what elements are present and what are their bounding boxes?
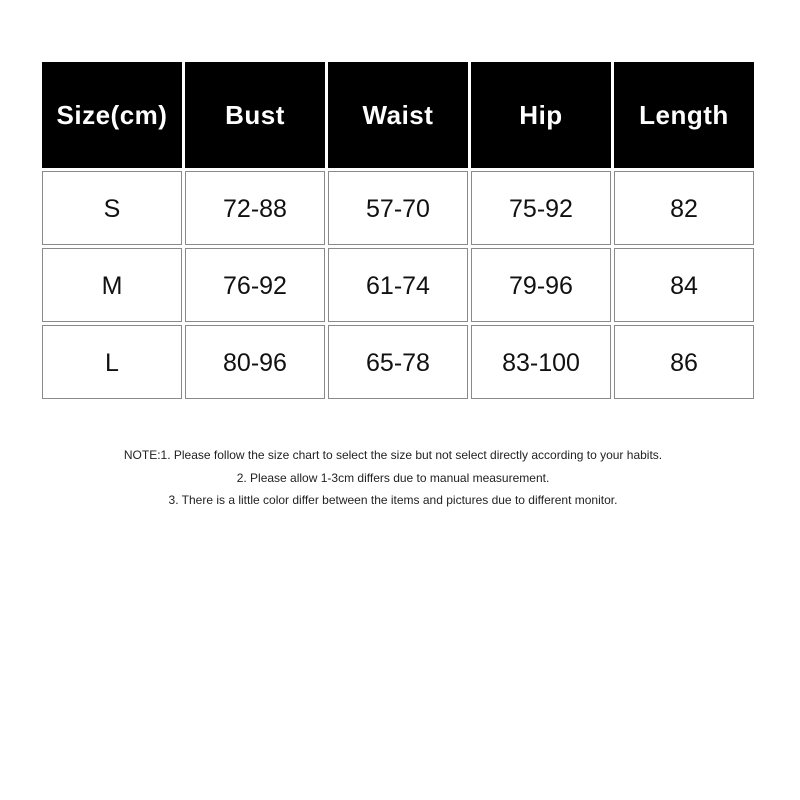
note-line: 2. Please allow 1-3cm differs due to manual measurement.: [236, 470, 550, 485]
waist-cell: 57-70: [328, 171, 468, 245]
waist-cell: 61-74: [328, 248, 468, 322]
bust-cell: 76-92: [185, 248, 325, 322]
header-size: Size(cm): [42, 62, 182, 168]
note-line: 3. There is a little color differ between the items and pictures due to different monitor.: [168, 493, 618, 507]
table-row: [42, 171, 758, 245]
note-line: NOTE:1. Please follow the size chart to select the size but not select directly according to your habits.: [123, 448, 663, 462]
size-cell: M: [42, 248, 182, 322]
hip-cell: 83-100: [471, 325, 611, 399]
header-hip: Hip: [471, 62, 611, 168]
size-chart-table: [42, 62, 758, 399]
length-cell: 82: [614, 171, 754, 245]
table-row: [42, 325, 758, 399]
table-header-row: [42, 62, 758, 168]
size-cell: S: [42, 171, 182, 245]
header-bust: Bust: [185, 62, 325, 168]
size-cell: L: [42, 325, 182, 399]
bust-cell: 80-96: [185, 325, 325, 399]
hip-cell: 75-92: [471, 171, 611, 245]
table-row: [42, 248, 758, 322]
waist-cell: 65-78: [328, 325, 468, 399]
header-waist: Waist: [328, 62, 468, 168]
hip-cell: 79-96: [471, 248, 611, 322]
length-cell: 84: [614, 248, 754, 322]
length-cell: 86: [614, 325, 754, 399]
size-notes: [0, 444, 786, 512]
header-length: Length: [614, 62, 754, 168]
bust-cell: 72-88: [185, 171, 325, 245]
